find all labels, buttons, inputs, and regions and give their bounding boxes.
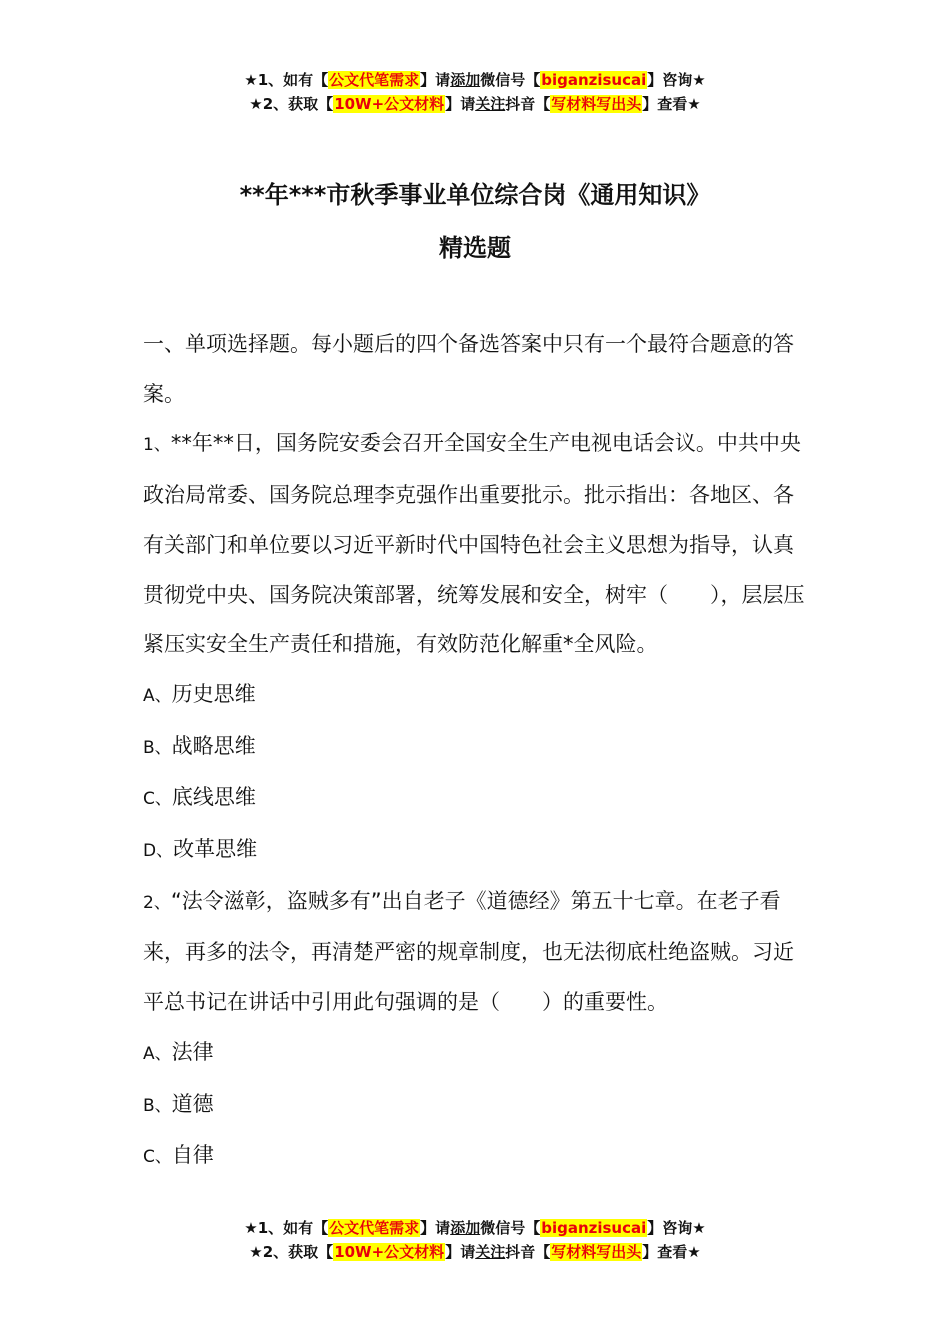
question-text: “法令滋彰，盗贼多有”出自老子《道德经》第五十七章。在老子看来，再多的法令，再清楚严密的规章制度，也无法彻底杜绝盗贼。习近平总书记在讲话中引用此句强调的是（ ）的重要性。	[143, 888, 794, 1015]
question-number: 2、	[143, 892, 171, 913]
option-item: C、底线思维	[143, 785, 256, 810]
header-banner	[0, 68, 950, 116]
document-subtitle: 精选题	[439, 234, 511, 262]
highlight-service: 公文代笔需求	[329, 71, 420, 89]
highlight-materials: 10W+公文材料	[334, 1243, 445, 1261]
highlight-service: 公文代笔需求	[329, 1219, 420, 1237]
footer-banner	[0, 1216, 950, 1264]
option-item: A、历史思维	[143, 681, 256, 706]
option-item: B、道德	[143, 1091, 214, 1116]
section-heading: 一、单项选择题。每小题后的四个备选答案中只有一个最符合题意的答案。	[143, 332, 794, 406]
question-number: 1、	[143, 435, 171, 456]
option-item: C、自律	[143, 1143, 214, 1168]
highlight-wechat-id: biganzisucai	[541, 71, 647, 89]
document-title: **年***市秋季事业单位综合岗《通用知识》	[239, 181, 711, 209]
question-text: **年**日，国务院安委会召开全国安全生产电视电话会议。中共中央政治局常委、国务院总理李克强作出重要批示。批示指出：各地区、各有关部门和单位要以习近平新时代中国特色社会主义思想为指导，认真贯彻党中央、国务院决策部署，统筹发展和安全，树牢（ ），层层压紧压实安全生产责任和措施，有效防范化解重*全风险。	[143, 431, 805, 657]
highlight-wechat-id: biganzisucai	[541, 1219, 647, 1237]
option-item: A、法律	[143, 1039, 214, 1064]
highlight-materials: 10W+公文材料	[334, 95, 445, 113]
question-2	[143, 877, 808, 1028]
highlight-douyin-account: 写材料写出头	[551, 1243, 642, 1261]
header-banner-line-2: ★2、获取【10W+公文材料】请关注抖音【写材料写出头】查看★	[249, 95, 701, 113]
option-item: D、改革思维	[143, 837, 258, 862]
highlight-douyin-account: 写材料写出头	[551, 95, 642, 113]
footer-banner-line-2: ★2、获取【10W+公文材料】请关注抖音【写材料写出头】查看★	[249, 1243, 701, 1261]
option-item: B、战略思维	[143, 733, 256, 758]
document-body	[143, 320, 808, 1183]
header-banner-line-1: ★1、如有【公文代笔需求】请添加微信号【biganzisucai】咨询★	[244, 71, 706, 89]
footer-banner-line-1: ★1、如有【公文代笔需求】请添加微信号【biganzisucai】咨询★	[244, 1219, 706, 1237]
question-1	[143, 419, 808, 670]
